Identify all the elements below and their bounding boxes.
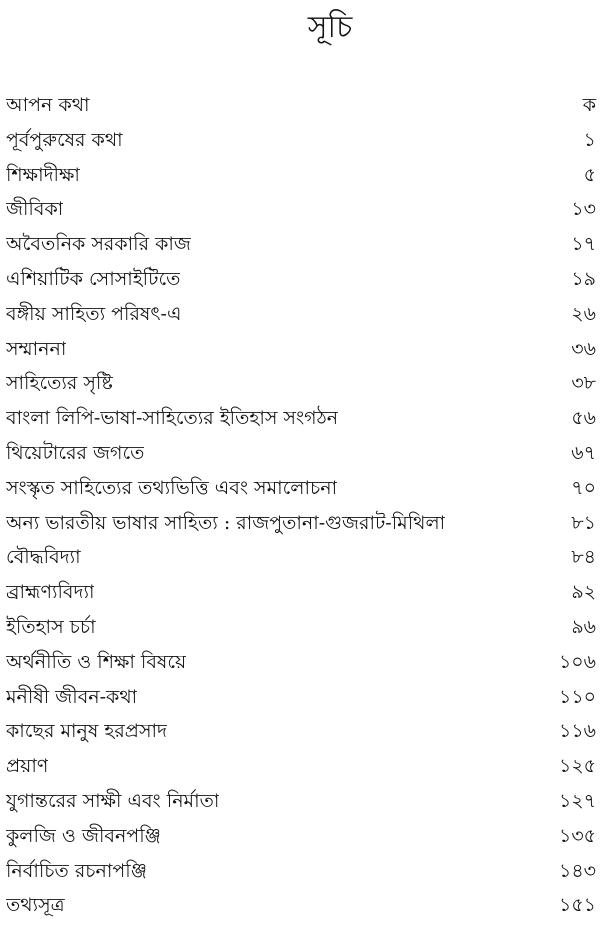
toc-entry-page-number: ১১০ bbox=[558, 685, 596, 708]
toc-entry-title: যুগান্তরের সাক্ষী এবং নির্মাতা bbox=[6, 789, 220, 812]
toc-entry-title: সাহিত্যের সৃষ্টি bbox=[6, 372, 113, 395]
toc-entry bbox=[6, 471, 598, 506]
toc-entry-page-number: ৮১ bbox=[571, 511, 596, 534]
toc-entry-page-number: ১ bbox=[583, 128, 596, 151]
toc-entry bbox=[6, 88, 598, 123]
toc-entry-page-number: ২৬ bbox=[571, 302, 596, 325]
toc-entry bbox=[6, 123, 598, 158]
toc-entry-title: অর্থনীতি ও শিক্ষা বিষয়ে bbox=[6, 650, 187, 673]
toc-entry-page-number: ১২৫ bbox=[558, 755, 596, 778]
toc-entry bbox=[6, 436, 598, 471]
toc-entry bbox=[6, 610, 598, 645]
toc-entry-title: আপন কথা bbox=[6, 94, 90, 116]
toc-entry-page-number: ৯২ bbox=[571, 581, 596, 604]
toc-entry bbox=[6, 192, 598, 227]
toc-entry-page-number: ১৫১ bbox=[559, 894, 596, 917]
toc-entry-page-number: ৯৬ bbox=[571, 615, 596, 638]
toc-entry-title: অন্য ভারতীয় ভাষার সাহিত্য : রাজপুতানা-গুজরাট-মিথিলা bbox=[6, 511, 446, 534]
toc-entry-page-number: ১৩৫ bbox=[558, 824, 596, 847]
toc-entry bbox=[6, 158, 598, 193]
toc-entry bbox=[6, 680, 598, 715]
toc-entry bbox=[6, 645, 598, 680]
toc-entry-page-number: ক bbox=[582, 94, 596, 116]
toc-entry-title: বাংলা লিপি-ভাষা-সাহিত্যের ইতিহাস সংগঠন bbox=[6, 407, 339, 430]
toc-entry-page-number: ১৭ bbox=[571, 233, 596, 256]
toc-entry-title: ইতিহাস চর্চা bbox=[6, 615, 96, 638]
toc-entry-title: সংস্কৃত সাহিত্যের তথ্যভিত্তি এবং সমালোচনা bbox=[6, 476, 338, 499]
toc-entry-title: প্রয়াণ bbox=[6, 755, 49, 778]
page-title: সূচি bbox=[307, 10, 353, 45]
toc-entry bbox=[6, 854, 598, 889]
toc-entry-title: তথ্যসূত্র bbox=[6, 894, 65, 917]
toc-entry-title: বৌদ্ধবিদ্যা bbox=[6, 546, 81, 569]
toc-entry-page-number: ৩৮ bbox=[571, 372, 596, 395]
toc-entry bbox=[6, 227, 598, 262]
toc-entry bbox=[6, 784, 598, 819]
toc-entry-page-number: ৫৬ bbox=[571, 407, 596, 430]
toc-entry-page-number: ১৩ bbox=[571, 198, 596, 221]
toc-entry bbox=[6, 506, 598, 541]
table-of-contents bbox=[6, 88, 598, 923]
toc-entry bbox=[6, 366, 598, 401]
toc-entry-page-number: ৮৪ bbox=[571, 546, 596, 569]
toc-entry bbox=[6, 332, 598, 367]
toc-entry bbox=[6, 262, 598, 297]
toc-entry-title: জীবিকা bbox=[6, 198, 64, 221]
toc-entry-title: মনীষী জীবন-কথা bbox=[6, 685, 138, 708]
toc-entry bbox=[6, 401, 598, 436]
toc-entry-title: কাছের মানুষ হরপ্রসাদ bbox=[6, 720, 168, 743]
toc-entry bbox=[6, 749, 598, 784]
toc-entry bbox=[6, 297, 598, 332]
toc-entry-title: কুলজি ও জীবনপঞ্জি bbox=[6, 824, 161, 847]
toc-entry-title: শিক্ষাদীক্ষা bbox=[6, 163, 80, 186]
toc-entry bbox=[6, 888, 598, 923]
toc-entry-title: নির্বাচিত রচনাপঞ্জি bbox=[6, 859, 147, 882]
toc-entry bbox=[6, 575, 598, 610]
toc-entry-page-number: ৫ bbox=[583, 163, 596, 186]
toc-entry-page-number: ১০৬ bbox=[558, 650, 596, 673]
toc-entry-page-number: ৬৭ bbox=[571, 441, 596, 464]
toc-entry-title: ব্রাহ্মণ্যবিদ্যা bbox=[6, 581, 95, 604]
toc-entry-page-number: ১১৬ bbox=[558, 720, 596, 743]
toc-entry-title: সম্মাননা bbox=[6, 337, 67, 360]
toc-entry-page-number: ১২৭ bbox=[558, 789, 596, 812]
toc-entry-title: এশিয়াটিক সোসাইটিতে bbox=[6, 267, 181, 290]
toc-entry-page-number: ১৪৩ bbox=[558, 859, 596, 882]
toc-entry bbox=[6, 819, 598, 854]
toc-entry-title: অবৈতনিক সরকারি কাজ bbox=[6, 233, 191, 256]
toc-entry bbox=[6, 714, 598, 749]
toc-entry-page-number: ৭০ bbox=[571, 476, 596, 499]
toc-entry-title: পূর্বপুরুষের কথা bbox=[6, 128, 123, 151]
toc-entry-page-number: ১৯ bbox=[571, 267, 596, 290]
toc-entry bbox=[6, 540, 598, 575]
toc-entry-title: থিয়েটারের জগতে bbox=[6, 441, 145, 464]
toc-entry-page-number: ৩৬ bbox=[571, 337, 596, 360]
toc-entry-title: বঙ্গীয় সাহিত্য পরিষৎ-এ bbox=[6, 302, 182, 325]
